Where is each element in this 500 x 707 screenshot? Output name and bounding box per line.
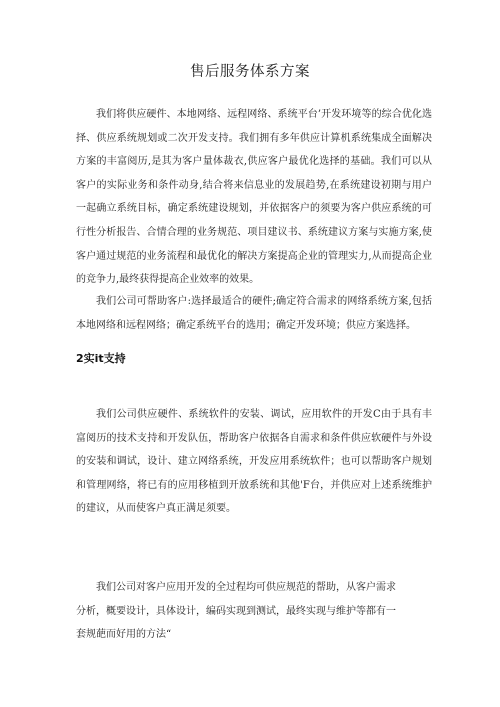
paragraph-development-process xyxy=(76,576,456,647)
text-line: 我们公司对客户应用开发的全过程均可供应规范的帮助，从客户需求 xyxy=(96,582,396,593)
paragraph-system-planning: 我们将供应硬件、本地网络、远程网络、系统平台’开发环境等的综合优化选择、供应系统规划或二次开发支持。我们拥有多年供应计算机系统集成全面解决方案的丰富阅历,是其为客户量体裁衣,供应客户最优化选择的基础。我们可以从客户的实际业务和条件动身,结合将来信息业的发展趋势,在系统建设初期与用户一起确立系统目标，确定系统建设规划，并依据客户的须要为客户供应系统的可行性分析报告、合情合理的业务规范、项目建议书、系统建议方案与实施方案,使客户通过规范的业务流程和最优化的解决方案提高企业的管理实力,从而提高企业的竞争力,最终获得提高企业效率的效果。 xyxy=(76,109,432,286)
paragraph-customer-help: 我们公司可帮助客户:选择最适合的硬件;确定符合需求的网络系统方案,包括本地网络和远程网络；确定系统平台的选用；确定开发环境；供应方案选择。 xyxy=(76,296,432,331)
text-line: 分析，概要设计，具体设计，编码实现到测试，最终实现与维护等都有一 xyxy=(76,605,396,617)
text-line: 套规葩而好用的方法“ xyxy=(76,629,172,641)
document-title: 售后服务体系方案 xyxy=(190,64,310,80)
section-heading-implementation-support: 2实it支持 xyxy=(76,352,126,365)
paragraph-implementation: 我们公司供应硬件、系统软件的安装、调试，应用软件的开发C由于具有丰富阅历的技术支持和开发队伍，帮助客户依据各自需求和条件供应软硬件与外设的安装和调试，设计、建立网络系统，开发应用系统软件；也可以帮助客户规划和管理网络，将已有的应用移植到开放系统和其他'F台，并供应对上述系统维护的建议，从而使客户真正满足须要。 xyxy=(76,409,432,515)
